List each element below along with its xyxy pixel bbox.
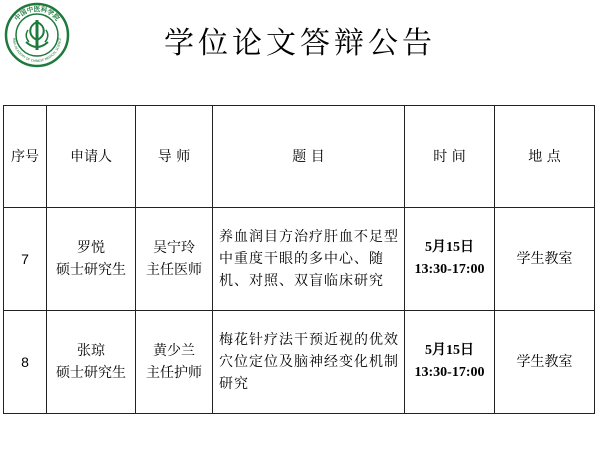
row-time (405, 208, 495, 311)
row-topic: 梅花针疗法干预近视的优效穴位定位及脑神经变化机制研究 (213, 311, 405, 414)
header-topic: 题 目 (213, 106, 405, 208)
defense-hours: 13:30-17:00 (414, 262, 485, 277)
row-applicant (47, 208, 136, 311)
header-advisor: 导 师 (136, 106, 213, 208)
row-place: 学生教室 (495, 208, 595, 311)
table-row (4, 311, 595, 414)
header-place: 地 点 (495, 106, 595, 208)
defense-date: 5月15日 (425, 343, 474, 358)
row-number: 7 (4, 208, 47, 311)
seal-arc-text: HINA ACADEMY OF CHINESE MEDICAL SCIENCE (11, 37, 63, 64)
defense-schedule-table (3, 105, 595, 414)
defense-hours: 13:30-17:00 (414, 365, 485, 380)
advisor-title: 主任医师 (146, 262, 202, 278)
row-place: 学生教室 (495, 311, 595, 414)
table-header-row (4, 106, 595, 208)
seal-cn-text: 中国中医科学院 (12, 5, 62, 23)
table-row (4, 208, 595, 311)
defense-date: 5月15日 (425, 240, 474, 255)
advisor-name: 吴宁玲 (153, 240, 195, 256)
advisor-title: 主任护师 (146, 365, 202, 381)
header-number: 序号 (4, 106, 47, 208)
row-applicant (47, 311, 136, 414)
row-topic: 养血润目方治疗肝血不足型中重度干眼的多中心、随机、对照、双盲临床研究 (213, 208, 405, 311)
row-advisor (136, 311, 213, 414)
header-time: 时 间 (405, 106, 495, 208)
row-time (405, 311, 495, 414)
applicant-degree: 硕士研究生 (56, 365, 126, 381)
page-title: 学位论文答辩公告 (164, 26, 436, 61)
applicant-name: 张琼 (77, 343, 105, 359)
header-applicant: 申请人 (47, 106, 136, 208)
applicant-name: 罗悦 (77, 240, 105, 256)
advisor-name: 黄少兰 (153, 343, 195, 359)
row-number: 8 (4, 311, 47, 414)
row-advisor (136, 208, 213, 311)
applicant-degree: 硕士研究生 (56, 262, 126, 278)
